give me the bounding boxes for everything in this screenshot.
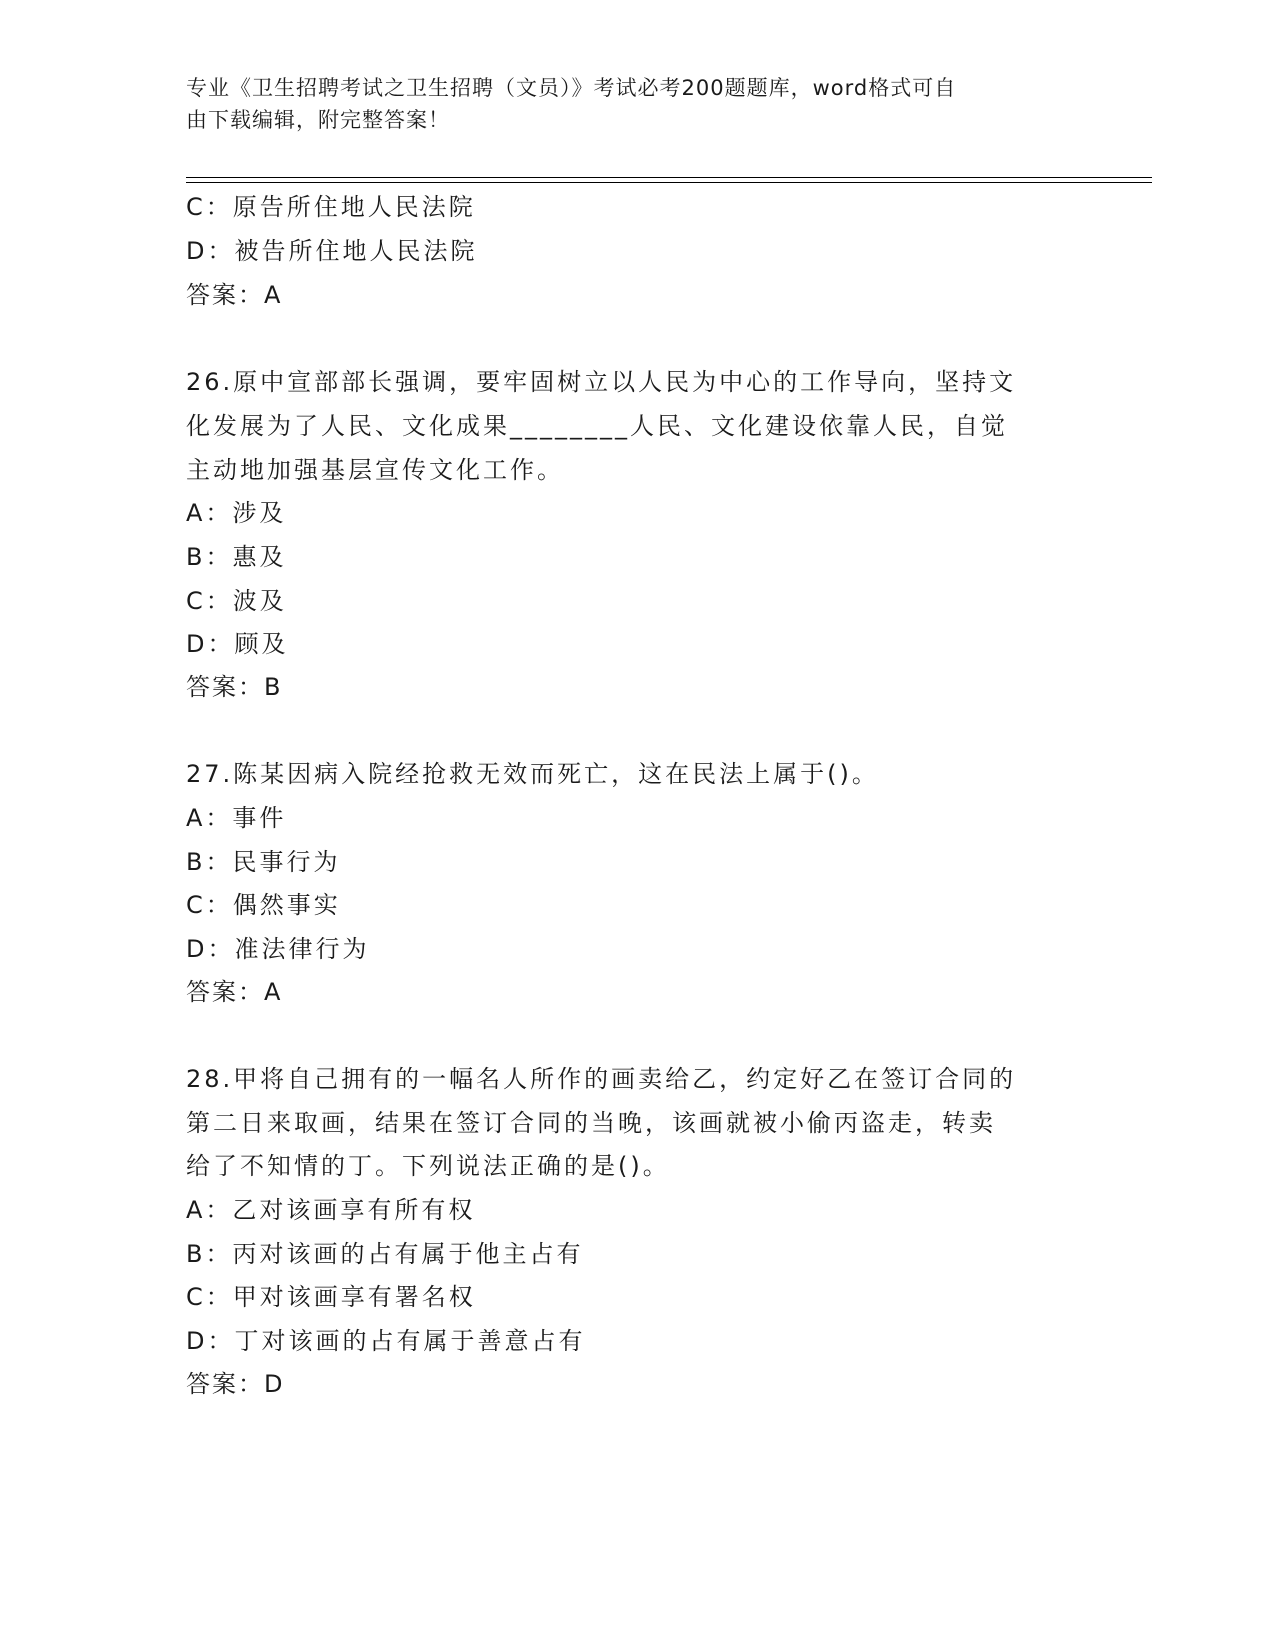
q27-option-d: D：准法律行为 <box>186 935 370 963</box>
q26-option-d: D：顾及 <box>186 630 289 658</box>
q26-stem-line-2: 化发展为了人民、文化成果________人民、文化建设依靠人民，自觉 <box>186 412 1008 440</box>
q28-stem-line-3: 给了不知情的丁。下列说法正确的是()。 <box>186 1152 670 1180</box>
q28-option-d: D：丁对该画的占有属于善意占有 <box>186 1327 586 1355</box>
q28-stem-line-2: 第二日来取画，结果在签订合同的当晚，该画就被小偷丙盗走，转卖 <box>186 1109 996 1137</box>
q26-option-a: A：涉及 <box>186 499 287 527</box>
q26-stem-line-3: 主动地加强基层宣传文化工作。 <box>186 456 564 484</box>
q25-answer: 答案：A <box>186 281 283 309</box>
q27-answer: 答案：A <box>186 978 283 1006</box>
q27-option-b: B：民事行为 <box>186 848 341 876</box>
q26-option-c: C：波及 <box>186 587 287 615</box>
q28-option-b: B：丙对该画的占有属于他主占有 <box>186 1240 584 1268</box>
q25-option-c: C：原告所住地人民法院 <box>186 193 476 221</box>
q28-answer: 答案：D <box>186 1370 285 1398</box>
q27-option-c: C：偶然事实 <box>186 891 341 919</box>
page-header <box>186 72 1046 136</box>
q25-option-d: D：被告所住地人民法院 <box>186 237 478 265</box>
q28-option-a: A：乙对该画享有所有权 <box>186 1196 476 1224</box>
header-divider-top <box>186 177 1152 178</box>
q28-stem-line-1: 28.甲将自己拥有的一幅名人所作的画卖给乙，约定好乙在签订合同的 <box>186 1065 1017 1093</box>
header-line-1: 专业《卫生招聘考试之卫生招聘（文员）》考试必考200题题库，word格式可自 <box>186 76 957 100</box>
q26-answer: 答案：B <box>186 673 283 701</box>
q26-option-b: B：惠及 <box>186 543 287 571</box>
header-divider-bottom <box>186 182 1152 183</box>
q28-option-c: C：甲对该画享有署名权 <box>186 1283 476 1311</box>
q26-stem-line-1: 26.原中宣部部长强调，要牢固树立以人民为中心的工作导向，坚持文 <box>186 368 1017 396</box>
header-line-2: 由下载编辑，附完整答案！ <box>186 108 450 132</box>
q27-option-a: A：事件 <box>186 804 287 832</box>
q27-stem-line-1: 27.陈某因病入院经抢救无效而死亡，这在民法上属于()。 <box>186 760 879 788</box>
